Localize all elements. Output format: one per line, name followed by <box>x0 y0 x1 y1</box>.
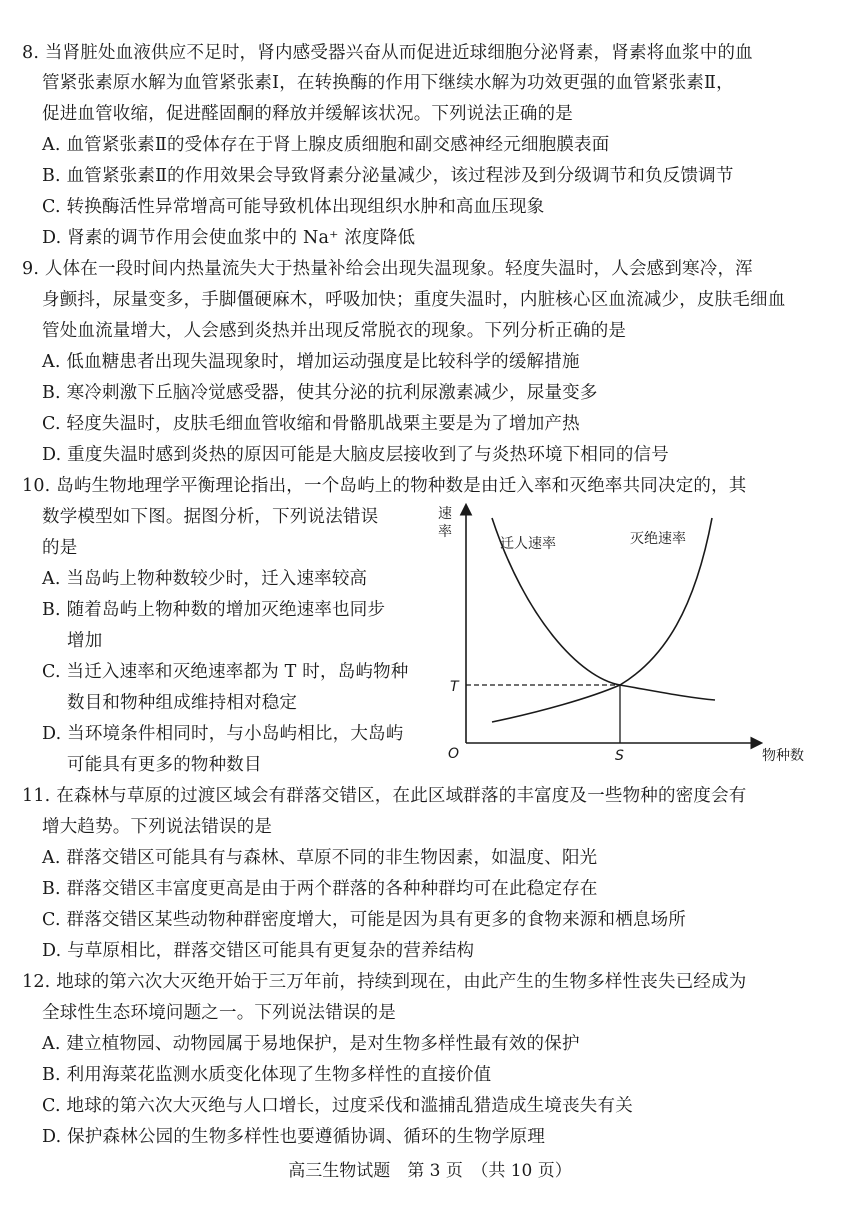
question-8-option-a: A. 血管紧张素Ⅱ的受体存在于肾上腺皮质细胞和副交感神经元细胞膜表面 <box>42 135 610 155</box>
origin-label: O <box>448 746 460 762</box>
question-9-option-a: A. 低血糖患者出现失温现象时，增加运动强度是比较科学的缓解措施 <box>42 352 580 372</box>
y-axis-label-2: 率 <box>438 524 452 540</box>
question-8-option-c: C. 转换酶活性异常增高可能导致机体出现组织水肿和高血压现象 <box>42 197 545 217</box>
question-10-option-b-cont: 增加 <box>67 631 103 651</box>
question-12-option-a: A. 建立植物园、动物园属于易地保护，是对生物多样性最有效的保护 <box>42 1034 580 1054</box>
question-10-stem-line: 10. 岛屿生物地理学平衡理论指出，一个岛屿上的物种数是由迁入率和灭绝率共同决定的，其 <box>22 476 747 496</box>
y-axis-label-1: 速 <box>438 506 452 522</box>
question-9-option-b: B. 寒冷刺激下丘脑冷觉感受器，使其分泌的抗利尿激素减少，尿量变多 <box>42 383 598 403</box>
s-label: S <box>615 748 624 764</box>
question-9-stem-line: 9. 人体在一段时间内热量流失大于热量补给会出现失温现象。轻度失温时，人会感到寒冷，浑 <box>22 259 753 279</box>
extinction-rate-label: 灭绝速率 <box>630 531 686 547</box>
question-12-stem-line: 全球性生态环境问题之一。下列说法错误的是 <box>42 1003 396 1023</box>
x-axis-label: 物种数 <box>762 748 804 764</box>
question-11-option-c: C. 群落交错区某些动物种群密度增大，可能是因为具有更多的食物来源和栖息场所 <box>42 910 686 930</box>
question-11-option-d: D. 与草原相比，群落交错区可能具有更复杂的营养结构 <box>42 941 475 961</box>
question-8-stem-line: 管紧张素原水解为血管紧张素Ⅰ，在转换酶的作用下继续水解为功效更强的血管紧张素Ⅱ， <box>42 73 734 93</box>
page-footer: 高三生物试题 第 3 页 （共 10 页） <box>288 1161 572 1181</box>
question-10-option-c: C. 当迁入速率和灭绝速率都为 T 时，岛屿物种 <box>42 662 409 682</box>
question-9-stem-line: 身颤抖，尿量变多，手脚僵硬麻木，呼吸加快；重度失温时，内脏核心区血流减少，皮肤毛细血 <box>42 290 786 310</box>
island-biogeography-figure <box>430 498 840 780</box>
question-11-stem-line: 11. 在森林与草原的过渡区域会有群落交错区，在此区域群落的丰富度及一些物种的密度会有 <box>22 786 747 806</box>
question-8-option-d: D. 肾素的调节作用会使血浆中的 Na⁺ 浓度降低 <box>42 228 416 248</box>
question-9-stem-line: 管处血流量增大，人会感到炎热并出现反常脱衣的现象。下列分析正确的是 <box>42 321 627 341</box>
question-10-option-d: D. 当环境条件相同时，与小岛屿相比，大岛屿 <box>42 724 404 744</box>
question-12-option-d: D. 保护森林公园的生物多样性也要遵循协调、循环的生物学原理 <box>42 1127 546 1147</box>
question-11-option-a: A. 群落交错区可能具有与森林、草原不同的非生物因素，如温度、阳光 <box>42 848 598 868</box>
question-10-option-a: A. 当岛屿上物种数较少时，迁入速率较高 <box>42 569 368 589</box>
question-10-stem-line: 的是 <box>42 538 78 558</box>
question-9-option-c: C. 轻度失温时，皮肤毛细血管收缩和骨骼肌战栗主要是为了增加产热 <box>42 414 580 434</box>
question-8-option-b: B. 血管紧张素Ⅱ的作用效果会导致肾素分泌量减少，该过程涉及到分级调节和负反馈调节 <box>42 166 734 186</box>
question-10-stem-line: 数学模型如下图。据图分析，下列说法错误 <box>42 507 379 527</box>
question-9-option-d: D. 重度失温时感到炎热的原因可能是大脑皮层接收到了与炎热环境下相同的信号 <box>42 445 669 465</box>
question-11-option-b: B. 群落交错区丰富度更高是由于两个群落的各种种群均可在此稳定存在 <box>42 879 598 899</box>
question-10-option-d-cont: 可能具有更多的物种数目 <box>67 755 262 775</box>
t-label: T <box>450 679 459 695</box>
question-12-stem-line: 12. 地球的第六次大灭绝开始于三万年前，持续到现在，由此产生的生物多样性丧失已经成为 <box>22 972 747 992</box>
question-11-stem-line: 增大趋势。下列说法错误的是 <box>42 817 273 837</box>
question-8-stem-line: 8. 当肾脏处血液供应不足时，肾内感受器兴奋从而促进近球细胞分泌肾素，肾素将血浆中的血 <box>22 43 753 63</box>
question-8-stem-line: 促进血管收缩，促进醛固酮的释放并缓解该状况。下列说法正确的是 <box>42 104 573 124</box>
question-12-option-c: C. 地球的第六次大灭绝与人口增长，过度采伐和滥捕乱猎造成生境丧失有关 <box>42 1096 633 1116</box>
question-10-option-c-cont: 数目和物种组成维持相对稳定 <box>67 693 298 713</box>
question-12-option-b: B. 利用海菜花监测水质变化体现了生物多样性的直接价值 <box>42 1065 492 1085</box>
question-10-option-b: B. 随着岛屿上物种数的增加灭绝速率也同步 <box>42 600 386 620</box>
immigration-rate-label: 迁人速率 <box>500 536 556 552</box>
